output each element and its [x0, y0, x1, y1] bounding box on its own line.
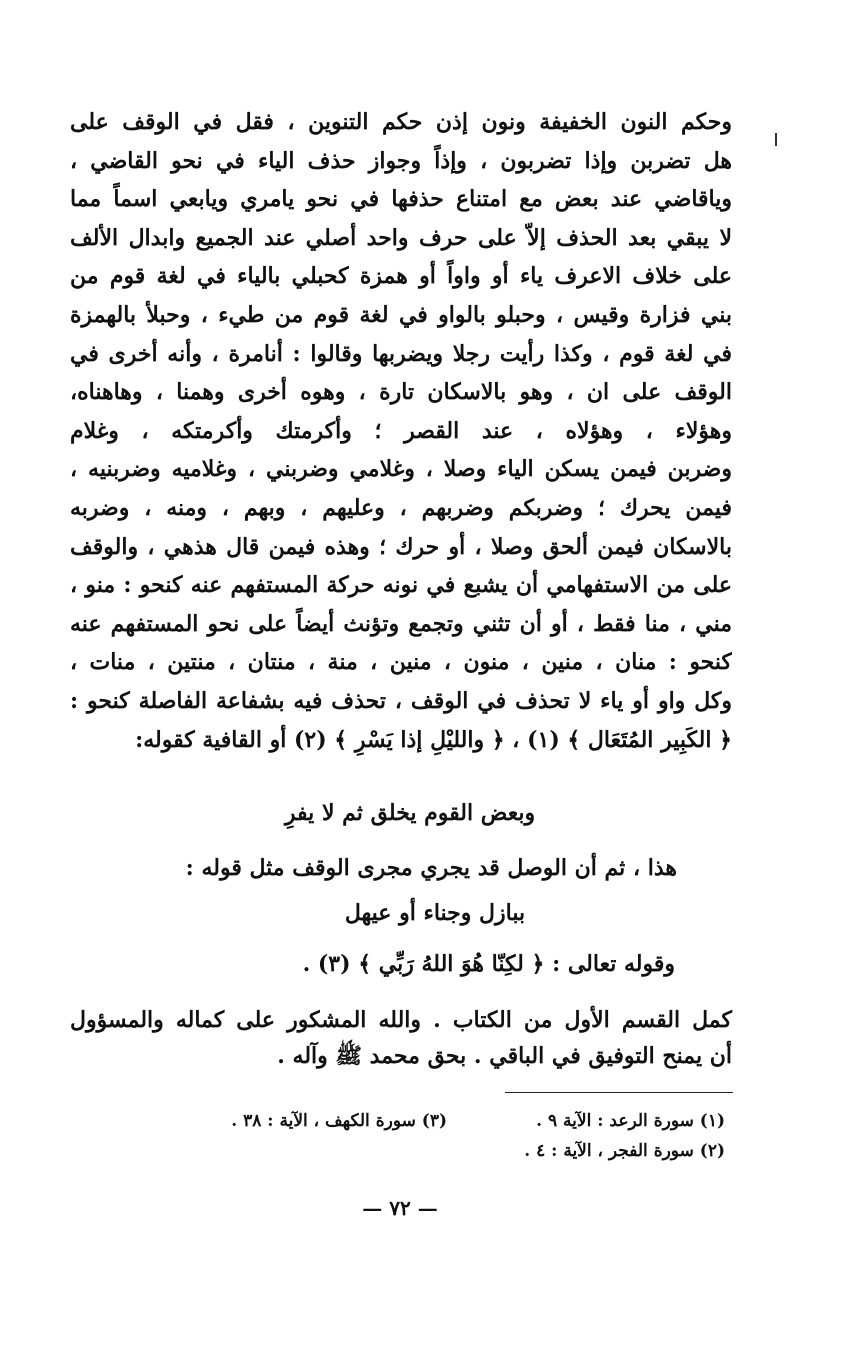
main-paragraph	[70, 103, 732, 759]
text-line: وكل واو أو ياء لا تحذف في الوقف ، تحذف فيه بشفاعة الفاصلة كنحو :	[70, 687, 732, 714]
text-line: هل تضربن وإذا تضربون ، وإذاً وجواز حذف الياء في نحو القاضي ،	[70, 147, 732, 174]
text-line: وضربن فيمن يسكن الياء وصلا ، وغلامي وضربني ، وغلاميه وضربنيه ،	[70, 456, 732, 483]
text-line: في لغة قوم ، وكذا رأيت رجلا ويضربها وقالوا : أنامرة ، وأنه أخرى في	[70, 340, 732, 367]
text-line: على من الاستفهامي أن يشبع في نونه حركة المستفهم عنه كنحو : منو ،	[70, 572, 732, 599]
text-line: أن يمنح التوفيق في الباقي . بحق محمد ﷺ وآله .	[277, 1043, 732, 1069]
text-line: فيمن يحرك ؛ وضربكم وضربهم ، وعليهم ، وبهم ، ومنه ، وضربه	[70, 494, 732, 521]
text-line: الوقف على ان ، وهو بالاسكان تارة ، وهوه أخرى وهمنا ، وهاهناه،	[70, 379, 732, 406]
text-line: كمل القسم الأول من الكتاب . والله المشكور على كماله والمسؤول	[70, 1007, 732, 1033]
text-line: مني ، منا فقط ، أو أن تثني وتجمع وتؤنث أيضاً على نحو المستفهم عنه	[70, 610, 732, 637]
quran-quote-line: وقوله تعالى : ﴿ لكِنّا هُوَ اللهُ رَبِّي ﴾ (٣) .	[302, 951, 675, 977]
footnote-3: (٣) سورة الكهف ، الآية : ٣٨ .	[231, 1111, 447, 1131]
margin-mark	[775, 133, 777, 146]
closing-paragraph	[70, 1002, 732, 1074]
page-number: — ٧٢ —	[362, 1196, 438, 1220]
text-line: بني فزارة وقيس ، وحبلو بالواو في لغة قوم من طيء ، وحبلأ بالهمزة	[70, 301, 732, 328]
text-line: وحكم النون الخفيفة ونون إذن حكم التنوين ، فقل في الوقف على	[70, 109, 732, 135]
footnote-divider	[505, 1092, 733, 1093]
text-line: بالاسكان فيمن ألحق وصلا ، أو حرك ؛ وهذه فيمن قال هذهي ، والوقف	[70, 533, 732, 560]
footnote-2: (٢) سورة الفجر ، الآية : ٤ .	[524, 1141, 725, 1161]
text-line: كنحو : منان ، منين ، منون ، منين ، منة ، منتان ، منتين ، منات ،	[70, 649, 732, 676]
text-line: وياقاضي عند بعض مع امتناع حذفها في نحو يامري ويابعي اسماً مما	[70, 186, 732, 213]
footnote-1: (١) سورة الرعد : الآية ٩ .	[536, 1111, 725, 1131]
text-line-after-verse-1: هذا ، ثم أن الوصل قد يجري مجرى الوقف مثل قوله :	[185, 855, 677, 881]
poetry-verse-1: وبعض القوم يخلق ثم لا يفرِ	[284, 800, 536, 826]
poetry-verse-2: ببازل وجناء أو عيهل	[344, 900, 526, 926]
text-line: وهؤلاء ، وهؤلاه ، عند القصر ؛ وأكرمتك وأكرمتكه ، وغلام	[70, 417, 732, 444]
text-line: لا يبقي بعد الحذف إلاّ على حرف واحد أصلي عند الجميع وابدال الألف	[70, 224, 732, 251]
text-line: ﴿ الكَبِير المُتَعَال ﴾ (١) ، ﴿ والليْلِ إذا يَسْرِ ﴾ (٢) أو القافية كقوله:	[135, 726, 732, 753]
text-line: على خلاف الاعرف ياء أو واواً أو همزة كحبلي بالياء في لغة قوم من	[70, 263, 732, 290]
